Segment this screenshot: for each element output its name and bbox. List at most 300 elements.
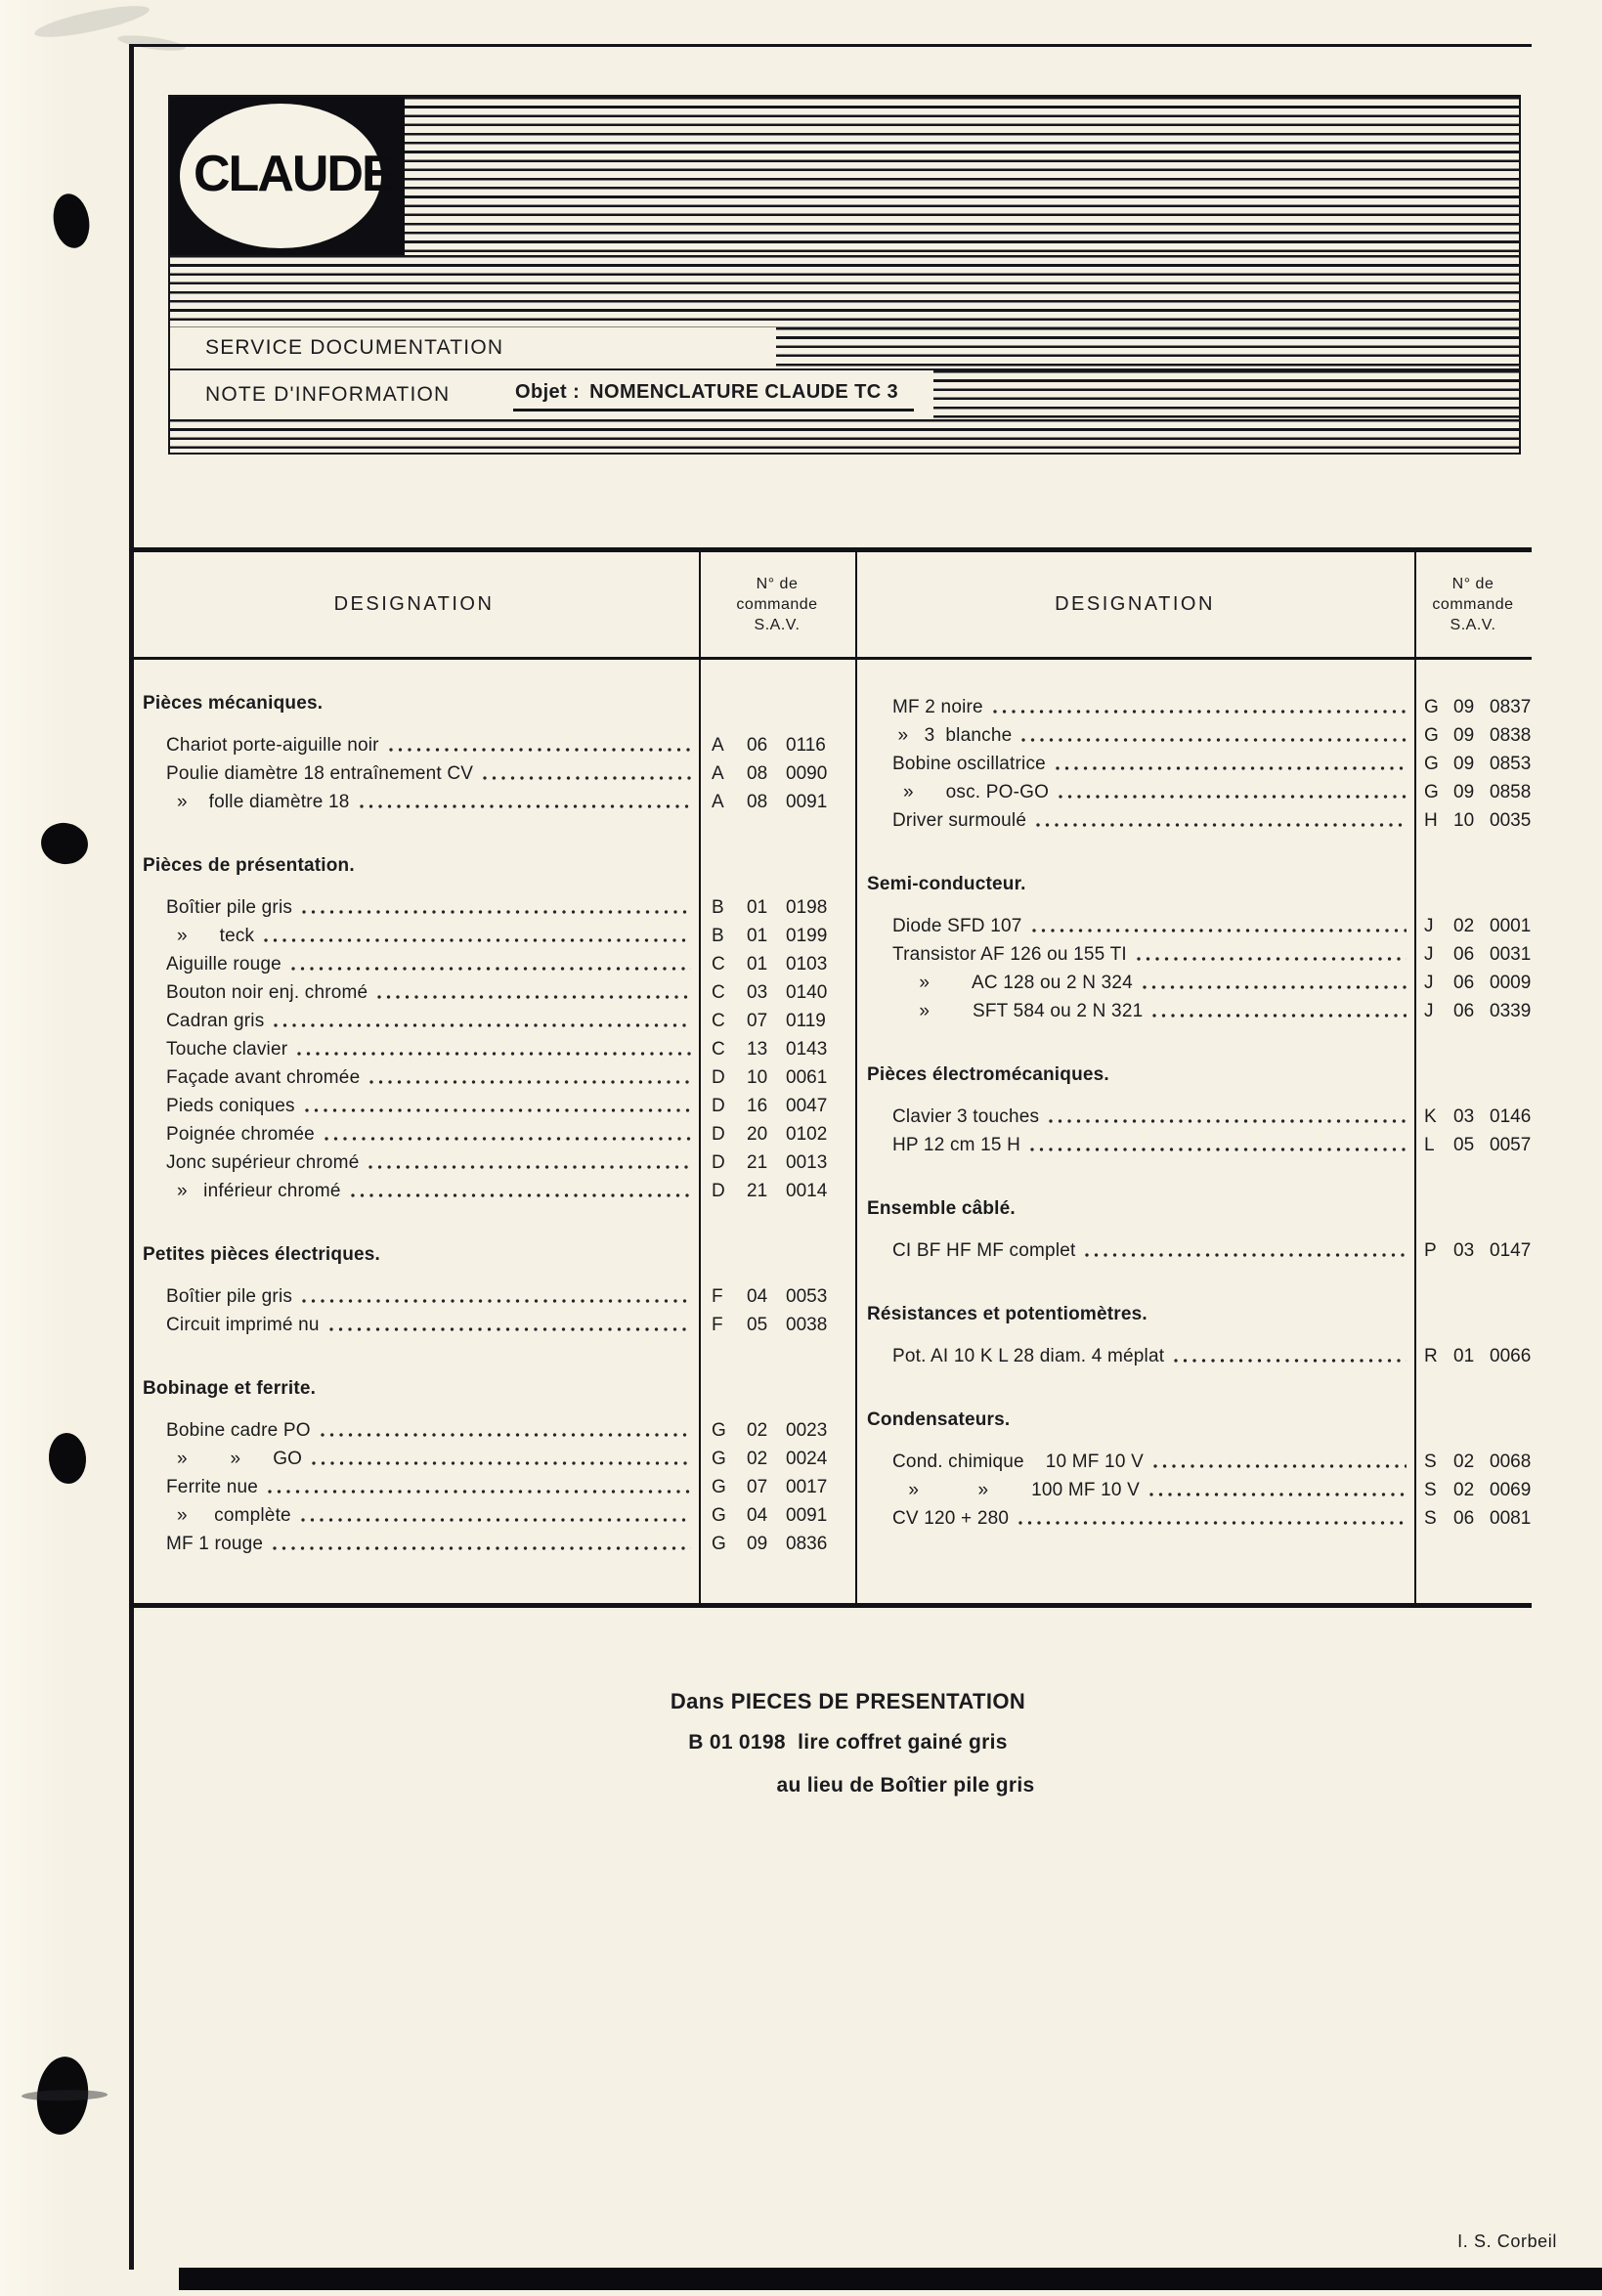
order-code-part: B <box>712 897 724 918</box>
order-code-part: 08 <box>747 763 768 784</box>
order-code-part: 0103 <box>786 954 828 975</box>
order-code <box>699 978 855 1007</box>
order-code <box>1414 1448 1532 1476</box>
part-row <box>129 1311 855 1339</box>
order-code <box>699 1282 855 1311</box>
dot-leader <box>1143 997 1414 1025</box>
order-code-part: S <box>1424 1508 1437 1529</box>
punch-hole <box>38 820 90 867</box>
order-code-part: 13 <box>747 1039 768 1060</box>
erratum-line-2: B 01 0198 lire coffret gainé gris <box>688 1731 1008 1754</box>
dot-leader <box>1164 1342 1414 1370</box>
service-documentation-label: SERVICE DOCUMENTATION <box>205 336 504 359</box>
section-title: Condensateurs. <box>867 1409 1011 1430</box>
order-code-part: 05 <box>747 1315 768 1335</box>
order-header-line: N° de <box>1451 576 1494 592</box>
part-label: Transistor AF 126 ou 155 TI <box>892 944 1127 965</box>
part-label: » SFT 584 ou 2 N 321 <box>892 1001 1144 1021</box>
part-row <box>855 940 1532 969</box>
service-documentation-row <box>170 327 1519 370</box>
dot-leader <box>1144 1448 1414 1476</box>
order-code-part: C <box>712 1039 725 1060</box>
order-code-part: K <box>1424 1106 1437 1127</box>
part-row <box>855 997 1532 1025</box>
order-code <box>699 1092 855 1120</box>
order-code-part: 10 <box>1453 810 1475 831</box>
order-code-part: C <box>712 954 725 975</box>
order-code <box>1414 1342 1532 1370</box>
dot-leader <box>368 978 699 1007</box>
pencil-smudge <box>117 32 187 54</box>
order-code-part: 0014 <box>786 1181 828 1201</box>
column-header-order-number <box>699 552 855 657</box>
order-code <box>699 1311 855 1339</box>
part-row <box>855 1103 1532 1131</box>
part-label: » 3 blanche <box>892 725 1013 746</box>
order-code <box>1414 1476 1532 1504</box>
dot-leader <box>254 922 699 950</box>
order-code-part: B <box>712 926 724 946</box>
part-label: Boîtier pile gris <box>166 1286 293 1307</box>
order-code-part: 03 <box>747 982 768 1003</box>
part-row <box>129 731 855 759</box>
order-code-part: 0038 <box>786 1315 828 1335</box>
parts-section <box>855 1198 1532 1265</box>
part-label: Façade avant chromée <box>166 1067 361 1088</box>
order-code-part: 01 <box>747 926 768 946</box>
order-code-part: G <box>712 1449 726 1469</box>
part-label: Aiguille rouge <box>166 954 281 975</box>
table-divider <box>699 552 701 1603</box>
order-code-part: A <box>712 792 724 812</box>
part-row <box>855 1131 1532 1159</box>
order-code-part: 21 <box>747 1181 768 1201</box>
subject-value: NOMENCLATURE CLAUDE TC 3 <box>589 381 899 403</box>
order-code-part: 05 <box>1453 1135 1475 1155</box>
dot-leader <box>359 1148 699 1177</box>
part-label: » teck <box>166 926 255 946</box>
order-code-part: S <box>1424 1480 1437 1500</box>
order-code-part: C <box>712 982 725 1003</box>
note-information-label: NOTE D'INFORMATION <box>205 383 451 406</box>
order-code <box>699 1177 855 1205</box>
dot-leader <box>291 1501 699 1530</box>
part-label: Ferrite nue <box>166 1477 259 1497</box>
dot-leader <box>983 693 1414 721</box>
dot-leader <box>295 1092 699 1120</box>
order-code-part: R <box>1424 1346 1438 1366</box>
part-row <box>129 922 855 950</box>
section-title: Résistances et potentiomètres. <box>867 1304 1147 1324</box>
order-code-part: J <box>1424 973 1434 993</box>
part-label: Boîtier pile gris <box>166 897 293 918</box>
part-label: Driver surmoulé <box>892 810 1027 831</box>
part-row <box>129 1530 855 1558</box>
order-code-part: 04 <box>747 1286 768 1307</box>
order-code-part: G <box>1424 754 1439 774</box>
order-code-part: 0017 <box>786 1477 828 1497</box>
order-code <box>1414 750 1532 778</box>
order-code-part: 0143 <box>786 1039 828 1060</box>
ruled-lines <box>405 97 1519 255</box>
order-code <box>699 788 855 816</box>
section-title: Bobinage et ferrite. <box>143 1378 317 1399</box>
part-label: MF 2 noire <box>892 697 983 717</box>
dot-leader <box>311 1416 699 1445</box>
subject-line <box>513 378 914 412</box>
order-code-part: 0116 <box>786 735 826 756</box>
order-code <box>1414 1131 1532 1159</box>
order-code-part: 07 <box>747 1477 768 1497</box>
section-title: Pièces de présentation. <box>143 855 355 876</box>
bottom-scan-bar <box>179 2268 1602 2290</box>
order-code-part: 0009 <box>1490 973 1532 993</box>
order-code-part: 03 <box>1453 1240 1475 1261</box>
part-row <box>855 912 1532 940</box>
part-label: Jonc supérieur chromé <box>166 1152 360 1173</box>
part-row <box>129 1501 855 1530</box>
part-label: Poulie diamètre 18 entraînement CV <box>166 763 474 784</box>
part-row <box>855 1504 1532 1533</box>
order-code-part: 0053 <box>786 1286 828 1307</box>
order-code-part: D <box>712 1124 725 1145</box>
order-code-part: P <box>1424 1240 1437 1261</box>
part-row <box>129 1035 855 1063</box>
parts-section <box>129 693 855 816</box>
punch-hole <box>47 1432 88 1486</box>
order-code-part: 04 <box>747 1505 768 1526</box>
part-row <box>855 1476 1532 1504</box>
order-header-line: N° de <box>756 576 799 592</box>
order-code <box>699 1007 855 1035</box>
order-code-part: 09 <box>1453 697 1475 717</box>
table-body <box>129 660 1532 1600</box>
order-code-part: S <box>1424 1451 1437 1472</box>
parts-section <box>855 1409 1532 1533</box>
punch-hole <box>33 2055 92 2138</box>
part-label: Touche clavier <box>166 1039 288 1060</box>
order-code-part: 0023 <box>786 1420 828 1441</box>
part-label: Chariot porte-aiguille noir <box>166 735 379 756</box>
part-row <box>129 1063 855 1092</box>
dot-leader <box>1127 940 1414 969</box>
table-divider <box>1414 552 1416 1603</box>
order-code-part: 06 <box>1453 1508 1475 1529</box>
order-code <box>699 922 855 950</box>
order-code <box>699 1473 855 1501</box>
part-label: Poignée chromée <box>166 1124 315 1145</box>
order-code <box>699 1063 855 1092</box>
section-title: Pièces mécaniques. <box>143 693 324 714</box>
order-code-part: 0339 <box>1490 1001 1532 1021</box>
table-right-column <box>855 660 1532 1600</box>
dot-leader <box>341 1177 699 1205</box>
order-code <box>699 731 855 759</box>
part-label: HP 12 cm 15 H <box>892 1135 1021 1155</box>
part-row <box>855 693 1532 721</box>
order-code-part: J <box>1424 916 1434 936</box>
part-label: » complète <box>166 1505 291 1526</box>
order-code-part: F <box>712 1315 723 1335</box>
part-label: Clavier 3 touches <box>892 1106 1040 1127</box>
letterhead-top-row <box>170 97 1519 255</box>
dot-leader <box>379 731 699 759</box>
dot-leader <box>1046 750 1414 778</box>
order-code-part: 0199 <box>786 926 828 946</box>
order-code-part: 0066 <box>1490 1346 1532 1366</box>
order-code-part: A <box>712 735 724 756</box>
order-code <box>699 1120 855 1148</box>
order-code-part: 0091 <box>786 792 828 812</box>
dot-leader <box>263 1530 699 1558</box>
order-code <box>1414 721 1532 750</box>
dot-leader <box>1075 1236 1414 1265</box>
part-label: » AC 128 ou 2 N 324 <box>892 973 1133 993</box>
order-code-part: 0837 <box>1490 697 1532 717</box>
dot-leader <box>350 788 699 816</box>
punch-hole <box>49 191 93 250</box>
order-code-part: 09 <box>747 1534 768 1554</box>
dot-leader <box>1009 1504 1414 1533</box>
order-code-part: G <box>712 1534 726 1554</box>
dot-leader <box>1026 806 1414 835</box>
order-code <box>699 893 855 922</box>
order-code <box>1414 1236 1532 1265</box>
note-information-row <box>170 370 1519 419</box>
order-code-part: 0090 <box>786 763 828 784</box>
order-code-part: 09 <box>1453 725 1475 746</box>
order-code-part: 0140 <box>786 982 828 1003</box>
order-code-part: 06 <box>1453 1001 1475 1021</box>
parts-section <box>129 1378 855 1558</box>
part-row <box>855 721 1532 750</box>
order-code-part: 10 <box>747 1067 768 1088</box>
part-row <box>129 788 855 816</box>
part-label: » » 100 MF 10 V <box>892 1480 1141 1500</box>
order-code-part: 0102 <box>786 1124 828 1145</box>
order-code-part: 0001 <box>1490 916 1532 936</box>
order-code-part: 01 <box>1453 1346 1475 1366</box>
order-code-part: 0119 <box>786 1011 826 1031</box>
section-title: Ensemble câblé. <box>867 1198 1016 1219</box>
parts-section <box>855 693 1532 835</box>
dot-leader <box>258 1473 699 1501</box>
order-code-part: D <box>712 1096 725 1116</box>
parts-section <box>855 1304 1532 1370</box>
order-code-part: 02 <box>1453 1480 1475 1500</box>
order-code-part: 09 <box>1453 754 1475 774</box>
order-code-part: 0836 <box>786 1534 828 1554</box>
order-code <box>1414 806 1532 835</box>
order-code-part: 07 <box>747 1011 768 1031</box>
part-label: Diode SFD 107 <box>892 916 1022 936</box>
order-code <box>1414 1504 1532 1533</box>
order-header-line: S.A.V. <box>754 617 801 633</box>
part-row <box>129 1416 855 1445</box>
page-frame-top-rule <box>129 44 1532 47</box>
order-code <box>699 950 855 978</box>
order-code-part: 0146 <box>1490 1106 1532 1127</box>
order-code-part: 06 <box>1453 973 1475 993</box>
part-row <box>855 750 1532 778</box>
part-row <box>129 1092 855 1120</box>
part-row <box>129 1007 855 1035</box>
parts-section <box>129 855 855 1205</box>
order-code-part: G <box>712 1505 726 1526</box>
order-code-part: H <box>1424 810 1438 831</box>
table-divider <box>855 552 857 1603</box>
dot-leader <box>302 1445 699 1473</box>
dot-leader <box>1020 1131 1414 1159</box>
dot-leader <box>1022 912 1414 940</box>
order-code <box>699 759 855 788</box>
order-code-part: 0057 <box>1490 1135 1532 1155</box>
order-code-part: C <box>712 1011 725 1031</box>
order-code-part: 02 <box>1453 916 1475 936</box>
dot-leader <box>287 1035 699 1063</box>
order-code-part: 0047 <box>786 1096 828 1116</box>
order-code-part: 02 <box>747 1449 768 1469</box>
order-code-part: 0853 <box>1490 754 1532 774</box>
table-header-row <box>129 552 1532 660</box>
order-code-part: D <box>712 1067 725 1088</box>
part-row <box>855 1236 1532 1265</box>
part-label: Pieds coniques <box>166 1096 295 1116</box>
part-label: Bobine cadre PO <box>166 1420 311 1441</box>
order-code <box>1414 912 1532 940</box>
dot-leader <box>315 1120 699 1148</box>
printer-imprint: I. S. Corbeil <box>1457 2231 1557 2251</box>
dot-leader <box>360 1063 699 1092</box>
part-row <box>855 969 1532 997</box>
part-label: CV 120 + 280 <box>892 1508 1010 1529</box>
ruled-lines <box>776 327 1519 368</box>
part-row <box>855 1342 1532 1370</box>
erratum-line-3: au lieu de Boîtier pile gris <box>776 1774 1035 1797</box>
dot-leader <box>292 893 699 922</box>
part-row <box>129 759 855 788</box>
dot-leader <box>281 950 699 978</box>
order-code-part: 06 <box>747 735 768 756</box>
order-code-part: D <box>712 1181 725 1201</box>
order-code <box>699 1148 855 1177</box>
part-label: Cond. chimique 10 MF 10 V <box>892 1451 1144 1472</box>
subject-label: Objet : <box>515 381 581 403</box>
order-code-part: G <box>1424 697 1439 717</box>
part-row <box>855 1448 1532 1476</box>
order-header-line: commande <box>736 596 818 613</box>
part-label: » » GO <box>166 1449 303 1469</box>
order-code-part: 0838 <box>1490 725 1532 746</box>
erratum-line-1: Dans PIECES DE PRESENTATION <box>670 1689 1026 1713</box>
order-code-part: 0091 <box>786 1505 828 1526</box>
part-row <box>129 893 855 922</box>
part-label: » osc. PO-GO <box>892 782 1050 802</box>
order-code-part: 0061 <box>786 1067 828 1088</box>
order-code <box>1414 940 1532 969</box>
dot-leader <box>292 1282 699 1311</box>
order-code-part: 0147 <box>1490 1240 1532 1261</box>
order-code-part: 0858 <box>1490 782 1532 802</box>
claude-logo <box>170 97 405 255</box>
order-code-part: 0081 <box>1490 1508 1532 1529</box>
part-label: Cadran gris <box>166 1011 265 1031</box>
parts-table <box>129 547 1532 1608</box>
part-row <box>855 778 1532 806</box>
order-code-part: A <box>712 763 724 784</box>
table-left-column <box>129 660 855 1600</box>
part-row <box>129 950 855 978</box>
column-header-designation: DESIGNATION <box>1055 593 1215 615</box>
order-code-part: 02 <box>1453 1451 1475 1472</box>
dot-leader <box>320 1311 699 1339</box>
part-row <box>129 1120 855 1148</box>
part-row <box>129 1473 855 1501</box>
part-row <box>855 806 1532 835</box>
order-code-part: 08 <box>747 792 768 812</box>
order-code <box>699 1035 855 1063</box>
order-code-part: 21 <box>747 1152 768 1173</box>
order-code-part: 16 <box>747 1096 768 1116</box>
letterhead <box>168 95 1521 455</box>
parts-section <box>855 874 1532 1025</box>
order-code <box>1414 693 1532 721</box>
column-header-designation: DESIGNATION <box>333 593 495 615</box>
section-title: Pièces électromécaniques. <box>867 1064 1109 1085</box>
order-code-part: 0024 <box>786 1449 828 1469</box>
parts-section <box>855 1064 1532 1159</box>
dot-leader <box>264 1007 699 1035</box>
order-code-part: 06 <box>1453 944 1475 965</box>
ruled-lines <box>170 255 1519 327</box>
order-header-line: S.A.V. <box>1450 617 1496 633</box>
order-code-part: 0013 <box>786 1152 828 1173</box>
order-code-part: 0198 <box>786 897 828 918</box>
order-code-part: 01 <box>747 897 768 918</box>
claude-logo-wordmark: CLAUDE <box>194 146 394 203</box>
order-code-part: 20 <box>747 1124 768 1145</box>
order-code <box>1414 969 1532 997</box>
dot-leader <box>473 759 699 788</box>
order-code <box>699 1501 855 1530</box>
order-code-part: G <box>1424 725 1439 746</box>
order-code-part: J <box>1424 944 1434 965</box>
part-label: CI BF HF MF complet <box>892 1240 1076 1261</box>
part-row <box>129 1282 855 1311</box>
order-code-part: F <box>712 1286 723 1307</box>
dot-leader <box>1012 721 1414 750</box>
part-label: » inférieur chromé <box>166 1181 341 1201</box>
order-code <box>699 1416 855 1445</box>
parts-section <box>129 1244 855 1339</box>
dot-leader <box>1049 778 1414 806</box>
order-code-part: 03 <box>1453 1106 1475 1127</box>
order-code-part: G <box>1424 782 1439 802</box>
erratum-note <box>147 1689 1549 1798</box>
ruled-lines <box>933 370 1519 419</box>
part-row <box>129 1177 855 1205</box>
dot-leader <box>1039 1103 1414 1131</box>
order-code-part: D <box>712 1152 725 1173</box>
part-label: » folle diamètre 18 <box>166 792 350 812</box>
ruled-lines <box>170 419 1519 453</box>
part-row <box>129 978 855 1007</box>
part-label: MF 1 rouge <box>166 1534 264 1554</box>
part-label: Circuit imprimé nu <box>166 1315 320 1335</box>
part-label: Bouton noir enj. chromé <box>166 982 368 1003</box>
dot-leader <box>1133 969 1414 997</box>
order-code-part: L <box>1424 1135 1435 1155</box>
